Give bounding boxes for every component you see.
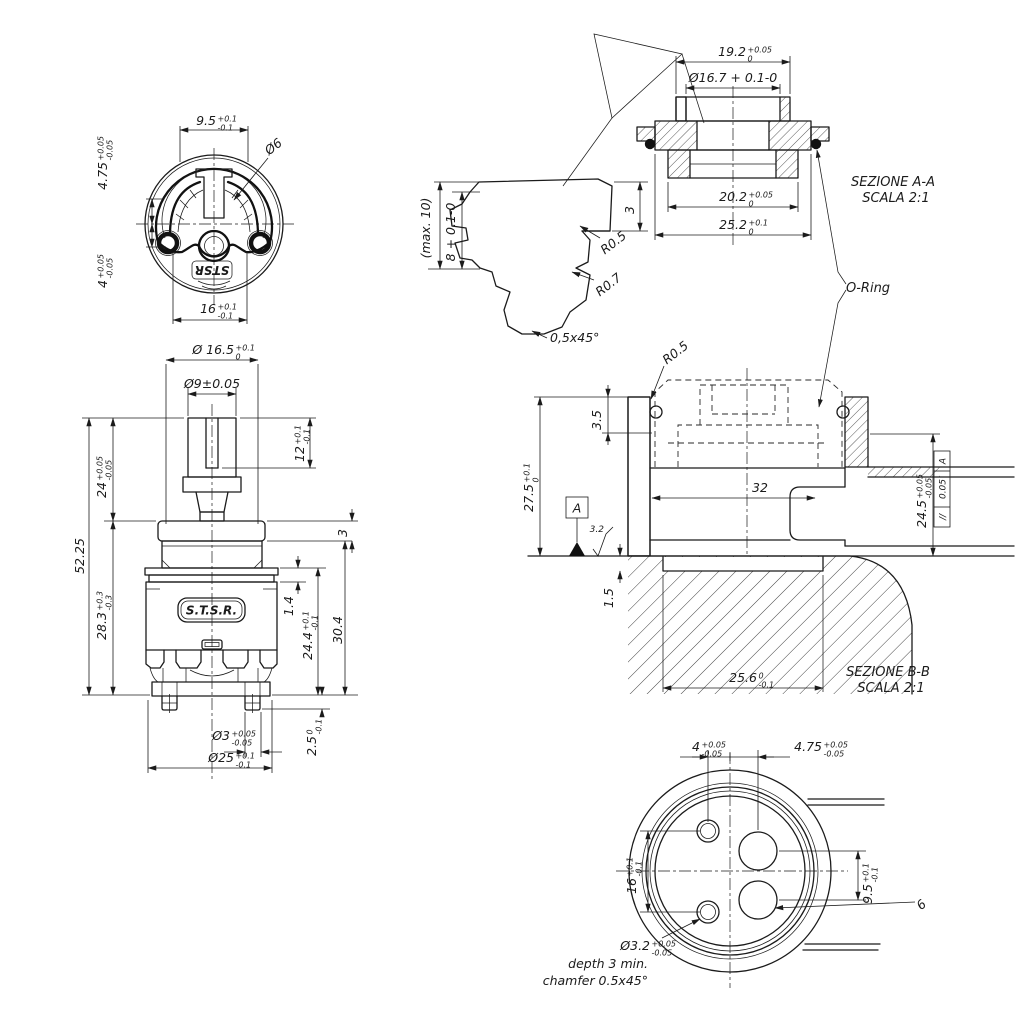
svg-text:+0.05: +0.05 xyxy=(823,740,849,750)
svg-text:-0.1: -0.1 xyxy=(634,860,644,877)
svg-text:-0.1: -0.1 xyxy=(217,123,234,133)
svg-text:+0.1: +0.1 xyxy=(217,302,237,312)
svg-text://: // xyxy=(938,513,949,521)
section-bb-scale: SCALA 2:1 xyxy=(857,681,925,696)
svg-text:Ø25: Ø25 xyxy=(208,750,234,765)
svg-text:0.05: 0.05 xyxy=(938,478,949,500)
svg-text:25.6: 25.6 xyxy=(729,670,757,685)
svg-text:Ø16.7 + 0.1-0: Ø16.7 + 0.1-0 xyxy=(688,70,778,85)
section-bb-title: SEZIONE B-B xyxy=(846,665,930,680)
svg-text:-0.05: -0.05 xyxy=(231,738,253,748)
svg-text:9.5: 9.5 xyxy=(196,113,216,128)
svg-text:+0.1: +0.1 xyxy=(235,343,255,353)
svg-text:25.2: 25.2 xyxy=(719,217,747,232)
svg-text:-0.05: -0.05 xyxy=(823,749,845,759)
brand-mirrored-label: STSR xyxy=(194,263,230,277)
svg-text:-0.05: -0.05 xyxy=(105,139,115,161)
dim-left-stack xyxy=(72,418,184,695)
svg-text:+0.05: +0.05 xyxy=(915,473,925,499)
svg-text:-0.1: -0.1 xyxy=(302,428,312,445)
svg-text:+0.3: +0.3 xyxy=(95,591,105,611)
note-chamfer: chamfer 0.5x45° xyxy=(542,973,648,988)
section-aa-scale: SCALA 2:1 xyxy=(862,191,930,206)
svg-text:(max. 10): (max. 10) xyxy=(418,197,433,259)
section-aa-title: SEZIONE A-A xyxy=(851,175,935,190)
svg-text:-0.1: -0.1 xyxy=(314,718,324,735)
view-bottom-top-left xyxy=(95,113,294,324)
svg-text:Ø3: Ø3 xyxy=(212,728,230,743)
svg-text:20.2: 20.2 xyxy=(719,189,747,204)
svg-text:+0.1: +0.1 xyxy=(301,611,311,631)
svg-text:+0.05: +0.05 xyxy=(651,939,677,949)
svg-text:-0.1: -0.1 xyxy=(310,614,320,631)
svg-text:+0.1: +0.1 xyxy=(861,863,871,883)
brand-logo-text: S.T.S.R. xyxy=(185,603,238,618)
svg-text:A: A xyxy=(572,500,582,516)
svg-text:+0.1: +0.1 xyxy=(625,857,635,877)
svg-text:16: 16 xyxy=(624,878,639,894)
svg-text:6: 6 xyxy=(913,896,929,913)
dim-bottom-stack xyxy=(148,700,282,773)
svg-text:-0.1: -0.1 xyxy=(870,866,880,883)
datum-a xyxy=(566,497,588,556)
svg-text:Ø 16.5: Ø 16.5 xyxy=(192,342,234,357)
pins xyxy=(162,694,260,713)
dim-4-75-left xyxy=(95,136,166,288)
svg-text:+0.05: +0.05 xyxy=(96,135,106,161)
svg-text:0,5x45°: 0,5x45° xyxy=(550,330,600,345)
oring-bb-left xyxy=(650,406,662,418)
oring-right xyxy=(811,139,821,149)
view-detail xyxy=(418,179,648,345)
svg-text:0: 0 xyxy=(758,671,764,681)
detail-dims xyxy=(418,182,648,345)
svg-text:2.5: 2.5 xyxy=(304,736,319,756)
svg-text:32: 32 xyxy=(752,480,768,495)
svg-text:27.5: 27.5 xyxy=(521,484,536,512)
svg-text:1.4: 1.4 xyxy=(281,596,296,616)
svg-text:-0.1: -0.1 xyxy=(235,760,252,770)
svg-text:+0.1: +0.1 xyxy=(217,114,237,124)
svg-text:24.5: 24.5 xyxy=(914,500,929,528)
svg-text:Ø6: Ø6 xyxy=(261,135,285,158)
cartridge-ghost xyxy=(655,380,842,467)
datum-triangle xyxy=(569,542,585,556)
svg-text:-0.05: -0.05 xyxy=(651,948,673,958)
svg-text:Ø3.2: Ø3.2 xyxy=(620,938,650,953)
svg-text:-0.05: -0.05 xyxy=(924,477,934,499)
bottom-tabs xyxy=(146,650,277,668)
svg-text:1.5: 1.5 xyxy=(601,588,616,608)
svg-text:-0.05: -0.05 xyxy=(105,257,115,279)
svg-text:+0.1: +0.1 xyxy=(748,218,768,228)
dim-d9 xyxy=(183,376,240,416)
note-depth: depth 3 min. xyxy=(568,956,648,971)
svg-text:3.5: 3.5 xyxy=(589,410,604,430)
svg-text:8 + 0.1-0: 8 + 0.1-0 xyxy=(443,202,458,262)
svg-text:A: A xyxy=(938,457,949,465)
svg-text:12: 12 xyxy=(292,446,307,462)
svg-text:0: 0 xyxy=(748,199,754,209)
svg-text:-0.1: -0.1 xyxy=(217,311,234,321)
svg-text:-0.1: -0.1 xyxy=(758,680,775,690)
svg-text:4.75: 4.75 xyxy=(95,162,110,190)
svg-text:3.2: 3.2 xyxy=(589,525,604,535)
svg-text:28.3: 28.3 xyxy=(94,612,109,640)
svg-text:+0.05: +0.05 xyxy=(95,455,105,481)
svg-text:-0.05: -0.05 xyxy=(104,459,114,481)
svg-text:0: 0 xyxy=(235,352,241,362)
view-section-bb xyxy=(521,338,1014,696)
svg-text:Ø9±0.05: Ø9±0.05 xyxy=(183,376,241,391)
svg-text:4.75: 4.75 xyxy=(794,739,822,754)
svg-text:-0.3: -0.3 xyxy=(104,594,114,611)
svg-text:9.5: 9.5 xyxy=(860,884,875,904)
svg-text:3: 3 xyxy=(335,529,350,537)
svg-text:30.4: 30.4 xyxy=(330,616,345,644)
svg-text:4: 4 xyxy=(95,280,110,288)
svg-text:+0.1: +0.1 xyxy=(235,751,255,761)
svg-text:+0.05: +0.05 xyxy=(701,740,727,750)
svg-text:-0.05: -0.05 xyxy=(701,749,723,759)
svg-text:R0.5: R0.5 xyxy=(597,227,630,258)
svg-text:0: 0 xyxy=(531,477,541,483)
svg-text:+0.05: +0.05 xyxy=(96,253,106,279)
oring-left xyxy=(645,139,655,149)
dim-16-bottom xyxy=(173,252,247,324)
svg-text:52.25: 52.25 xyxy=(72,538,87,574)
svg-text:16: 16 xyxy=(200,301,216,316)
view-bottom-bottom-right xyxy=(543,739,929,988)
svg-text:0: 0 xyxy=(748,227,754,237)
svg-text:+0.1: +0.1 xyxy=(522,463,532,483)
svg-text:+0.1: +0.1 xyxy=(293,425,303,445)
oring-label: O-Ring xyxy=(846,281,891,296)
svg-text:4: 4 xyxy=(692,739,700,754)
roughness-symbol xyxy=(590,525,613,556)
svg-text:+0.05: +0.05 xyxy=(748,190,774,200)
svg-text:R0.7: R0.7 xyxy=(592,269,625,300)
feature-control-frame xyxy=(934,451,950,527)
skirt xyxy=(150,668,272,682)
svg-text:0: 0 xyxy=(747,54,753,64)
view-front xyxy=(72,342,358,782)
svg-text:24: 24 xyxy=(94,482,109,498)
svg-text:3: 3 xyxy=(622,206,637,214)
svg-text:+0.05: +0.05 xyxy=(231,729,257,739)
brand-logo-plate xyxy=(178,598,245,622)
svg-text:+0.05: +0.05 xyxy=(747,45,773,55)
svg-text:0: 0 xyxy=(305,729,315,735)
svg-text:24.4: 24.4 xyxy=(300,632,315,660)
svg-text:19.2: 19.2 xyxy=(718,44,746,59)
svg-text:R0.5: R0.5 xyxy=(659,337,692,368)
